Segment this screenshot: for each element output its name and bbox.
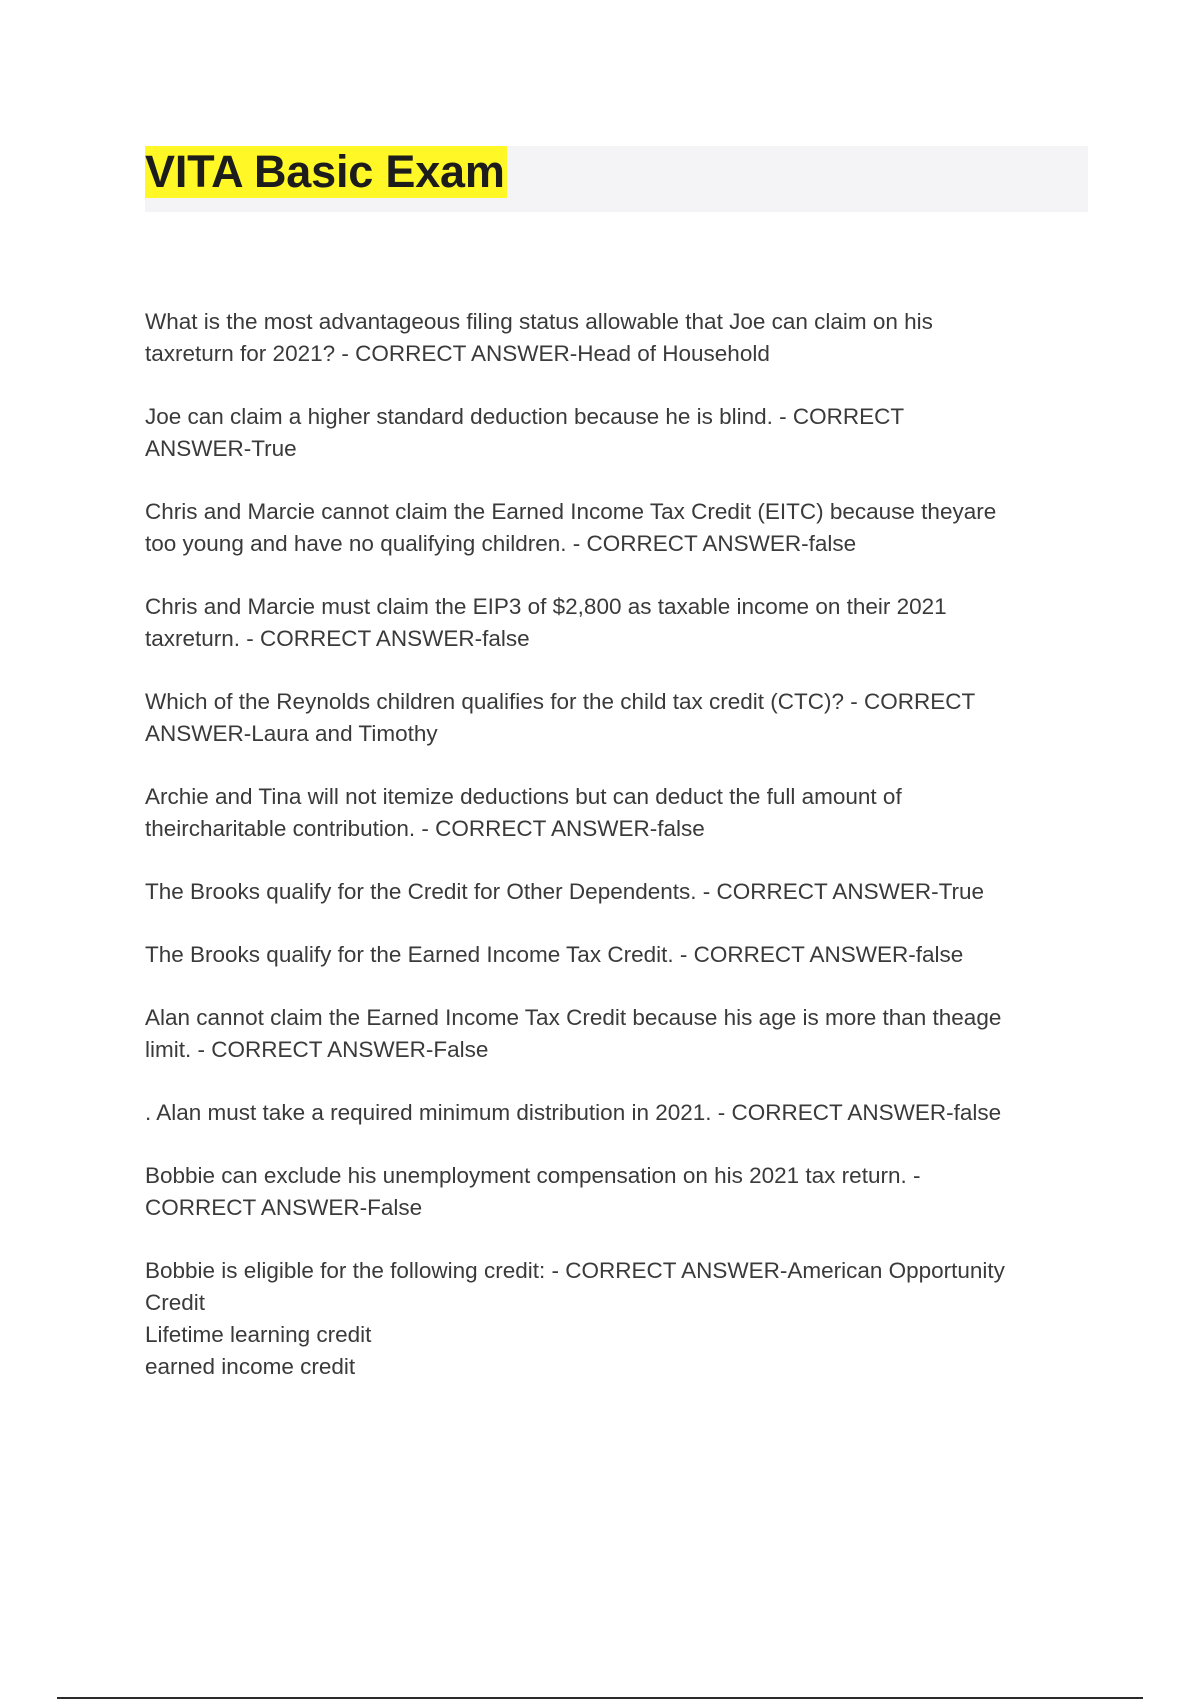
qa-line: . Alan must take a required minimum distribution in 2021. - CORRECT ANSWER-false <box>145 1100 1002 1125</box>
qa-line: Lifetime learning credit <box>145 1322 372 1347</box>
footer-divider <box>57 1697 1143 1699</box>
qa-line: too young and have no qualifying children. - CORRECT ANSWER-false <box>145 531 857 556</box>
qa-line: taxreturn. - CORRECT ANSWER-false <box>145 626 530 651</box>
qa-line: ANSWER-True <box>145 436 297 461</box>
qa-line: Credit <box>145 1290 206 1315</box>
qa-line: What is the most advantageous filing status allowable that Joe can claim on his <box>145 309 933 334</box>
qa-item <box>145 876 1075 908</box>
qa-line: The Brooks qualify for the Credit for Other Dependents. - CORRECT ANSWER-True <box>145 879 985 904</box>
qa-line: The Brooks qualify for the Earned Income Tax Credit. - CORRECT ANSWER-false <box>145 942 964 967</box>
question-answer-list <box>145 306 1075 1414</box>
qa-item <box>145 1255 1075 1383</box>
qa-line: earned income credit <box>145 1354 356 1379</box>
qa-item <box>145 781 1075 845</box>
qa-line: CORRECT ANSWER-False <box>145 1195 423 1220</box>
qa-item <box>145 591 1075 655</box>
document-title: VITA Basic Exam <box>145 146 505 197</box>
qa-line: taxreturn for 2021? - CORRECT ANSWER-Head of Household <box>145 341 770 366</box>
qa-item <box>145 686 1075 750</box>
qa-item <box>145 401 1075 465</box>
qa-item <box>145 306 1075 370</box>
qa-line: Chris and Marcie cannot claim the Earned Income Tax Credit (EITC) because theyare <box>145 499 997 524</box>
qa-item <box>145 496 1075 560</box>
qa-line: limit. - CORRECT ANSWER-False <box>145 1037 489 1062</box>
qa-line: Chris and Marcie must claim the EIP3 of $2,800 as taxable income on their 2021 <box>145 594 947 619</box>
qa-line: Which of the Reynolds children qualifies for the child tax credit (CTC)? - CORRECT <box>145 689 976 714</box>
qa-line: Archie and Tina will not itemize deductions but can deduct the full amount of <box>145 784 902 809</box>
qa-line: Joe can claim a higher standard deduction because he is blind. - CORRECT <box>145 404 905 429</box>
qa-line: Bobbie can exclude his unemployment compensation on his 2021 tax return. - <box>145 1163 921 1188</box>
qa-line: Alan cannot claim the Earned Income Tax Credit because his age is more than theage <box>145 1005 1002 1030</box>
qa-item <box>145 1002 1075 1066</box>
qa-item <box>145 939 1075 971</box>
qa-line: Bobbie is eligible for the following credit: - CORRECT ANSWER-American Opportunity <box>145 1258 1005 1283</box>
qa-item <box>145 1097 1075 1129</box>
qa-item <box>145 1160 1075 1224</box>
qa-line: ANSWER-Laura and Timothy <box>145 721 438 746</box>
qa-line: theircharitable contribution. - CORRECT ANSWER-false <box>145 816 705 841</box>
